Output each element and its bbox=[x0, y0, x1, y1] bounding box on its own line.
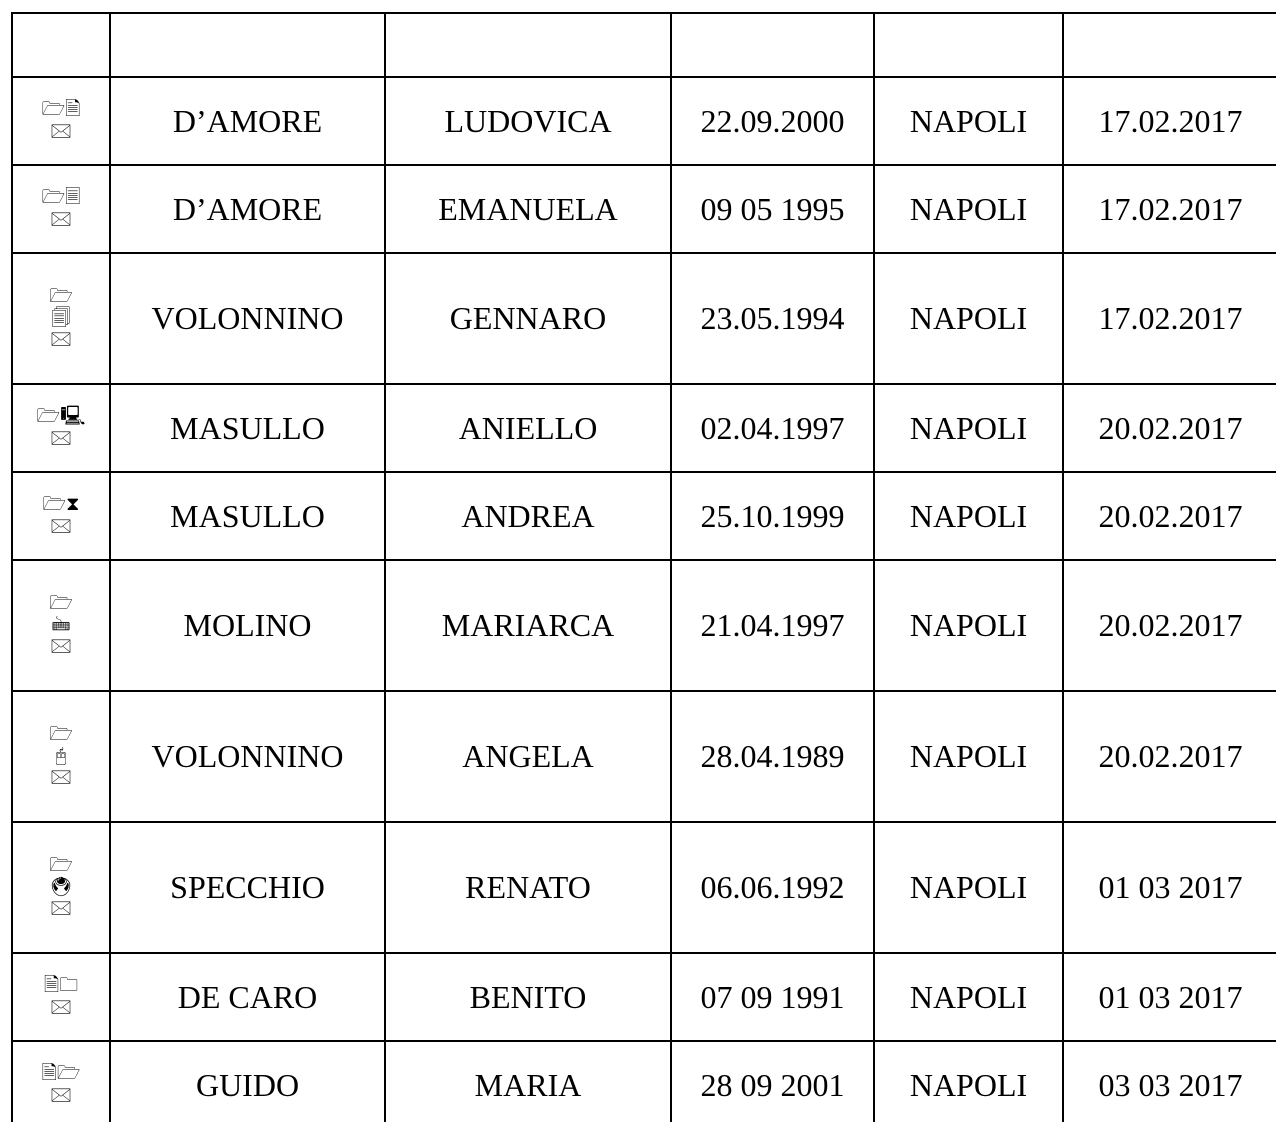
icon-line bbox=[13, 516, 109, 538]
mouse-icon: 🖰 bbox=[55, 744, 67, 767]
date-cell: 20.02.2017 bbox=[1063, 560, 1276, 691]
surname-cell: SPECCHIO bbox=[110, 822, 385, 953]
icon-line bbox=[13, 428, 109, 450]
surname-cell: MASULLO bbox=[110, 384, 385, 472]
mailbox-icon: 🖂 bbox=[49, 208, 73, 230]
open-folder-icon: 🗁 bbox=[49, 853, 73, 876]
icons-cell bbox=[12, 77, 110, 165]
name-cell: ANIELLO bbox=[385, 384, 671, 472]
icon-line bbox=[13, 1063, 109, 1085]
mailbox-icon: 🖂 bbox=[49, 515, 73, 537]
name-cell: GENNARO bbox=[385, 253, 671, 384]
icon-line bbox=[13, 209, 109, 231]
open-folder-icon: 🗁 bbox=[56, 1062, 81, 1085]
table-row bbox=[12, 822, 1276, 953]
mailbox-icon: 🖂 bbox=[49, 996, 73, 1018]
surname-cell: MASULLO bbox=[110, 472, 385, 560]
icons-cell bbox=[12, 560, 110, 691]
surname-cell: VOLONNINO bbox=[110, 253, 385, 384]
table-row bbox=[12, 953, 1276, 1041]
table-row bbox=[12, 384, 1276, 472]
registry-table bbox=[11, 12, 1276, 1122]
surname-cell: GUIDO bbox=[110, 1041, 385, 1122]
surname-cell: VOLONNINO bbox=[110, 691, 385, 822]
icon-line bbox=[13, 746, 109, 768]
city-cell: NAPOLI bbox=[874, 253, 1063, 384]
tower-computer-icon: 🖳 bbox=[60, 405, 86, 428]
icon-line bbox=[13, 494, 109, 516]
header-cell bbox=[110, 13, 385, 77]
document-icon: 🗎 bbox=[65, 98, 81, 121]
mailbox-icon: 🖂 bbox=[49, 897, 73, 920]
date-cell: 03 03 2017 bbox=[1063, 1041, 1276, 1122]
table-row bbox=[12, 472, 1276, 560]
date-cell: 20.02.2017 bbox=[1063, 691, 1276, 822]
icon-line bbox=[13, 898, 109, 920]
surname-cell: D’AMORE bbox=[110, 165, 385, 253]
table-row bbox=[12, 165, 1276, 253]
name-cell: EMANUELA bbox=[385, 165, 671, 253]
city-cell: NAPOLI bbox=[874, 691, 1063, 822]
icon-line bbox=[13, 767, 109, 789]
mailbox-icon: 🖂 bbox=[49, 635, 73, 658]
name-cell: MARIARCA bbox=[385, 560, 671, 691]
date-cell: 01 03 2017 bbox=[1063, 953, 1276, 1041]
city-cell: NAPOLI bbox=[874, 472, 1063, 560]
name-cell: ANDREA bbox=[385, 472, 671, 560]
icon-line bbox=[13, 406, 109, 428]
icons-cell bbox=[12, 822, 110, 953]
open-folder-icon: 🗁 bbox=[36, 405, 61, 428]
icon-line bbox=[13, 877, 109, 899]
icons-cell bbox=[12, 953, 110, 1041]
hourglass-icon: ⧗ bbox=[66, 493, 80, 516]
birth-date-cell: 21.04.1997 bbox=[671, 560, 874, 691]
icon-line bbox=[13, 99, 109, 121]
birth-date-cell: 09 05 1995 bbox=[671, 165, 874, 253]
birth-date-cell: 22.09.2000 bbox=[671, 77, 874, 165]
icons-cell bbox=[12, 384, 110, 472]
city-cell: NAPOLI bbox=[874, 953, 1063, 1041]
name-cell: LUDOVICA bbox=[385, 77, 671, 165]
open-folder-icon: 🗁 bbox=[49, 722, 73, 745]
name-cell: BENITO bbox=[385, 953, 671, 1041]
icon-line bbox=[13, 855, 109, 877]
surname-cell: MOLINO bbox=[110, 560, 385, 691]
icon-line bbox=[13, 724, 109, 746]
table-row bbox=[12, 691, 1276, 822]
birth-date-cell: 02.04.1997 bbox=[671, 384, 874, 472]
name-cell: ANGELA bbox=[385, 691, 671, 822]
text-document-icon: 🗏 bbox=[65, 186, 81, 209]
birth-date-cell: 28 09 2001 bbox=[671, 1041, 874, 1122]
city-cell: NAPOLI bbox=[874, 384, 1063, 472]
documents-icon: 🗐 bbox=[51, 306, 71, 329]
city-cell: NAPOLI bbox=[874, 1041, 1063, 1122]
header-cell bbox=[12, 13, 110, 77]
icon-line bbox=[13, 615, 109, 637]
icon-line bbox=[13, 121, 109, 143]
mailbox-icon: 🖂 bbox=[49, 328, 73, 351]
icon-line bbox=[13, 636, 109, 658]
header-row bbox=[12, 13, 1276, 77]
birth-date-cell: 07 09 1991 bbox=[671, 953, 874, 1041]
date-cell: 01 03 2017 bbox=[1063, 822, 1276, 953]
date-cell: 17.02.2017 bbox=[1063, 165, 1276, 253]
open-folder-icon: 🗁 bbox=[42, 493, 67, 516]
icon-line bbox=[13, 308, 109, 330]
keyboard-icon: 🖮 bbox=[51, 613, 71, 636]
city-cell: NAPOLI bbox=[874, 822, 1063, 953]
birth-date-cell: 28.04.1989 bbox=[671, 691, 874, 822]
icon-line bbox=[13, 593, 109, 615]
city-cell: NAPOLI bbox=[874, 560, 1063, 691]
icons-cell bbox=[12, 1041, 110, 1122]
document-icon: 🗎 bbox=[43, 974, 60, 997]
folder-icon: 🗀 bbox=[59, 974, 79, 997]
surname-cell: D’AMORE bbox=[110, 77, 385, 165]
trackball-icon: 🖲 bbox=[48, 875, 74, 898]
surname-cell: DE CARO bbox=[110, 953, 385, 1041]
icon-line bbox=[13, 286, 109, 308]
icon-line bbox=[13, 329, 109, 351]
city-cell: NAPOLI bbox=[874, 165, 1063, 253]
city-cell: NAPOLI bbox=[874, 77, 1063, 165]
header-cell bbox=[385, 13, 671, 77]
table-row bbox=[12, 560, 1276, 691]
open-folder-icon: 🗁 bbox=[49, 284, 73, 307]
date-cell: 20.02.2017 bbox=[1063, 384, 1276, 472]
mailbox-icon: 🖂 bbox=[49, 766, 73, 789]
date-cell: 17.02.2017 bbox=[1063, 253, 1276, 384]
icon-line bbox=[13, 975, 109, 997]
birth-date-cell: 25.10.1999 bbox=[671, 472, 874, 560]
icons-cell bbox=[12, 165, 110, 253]
birth-date-cell: 06.06.1992 bbox=[671, 822, 874, 953]
table-row bbox=[12, 77, 1276, 165]
header-cell bbox=[671, 13, 874, 77]
mailbox-icon: 🖂 bbox=[49, 1084, 73, 1106]
icons-cell bbox=[12, 691, 110, 822]
name-cell: RENATO bbox=[385, 822, 671, 953]
icon-line bbox=[13, 187, 109, 209]
document-icon: 🗎 bbox=[41, 1062, 57, 1085]
birth-date-cell: 23.05.1994 bbox=[671, 253, 874, 384]
icons-cell bbox=[12, 472, 110, 560]
open-folder-icon: 🗁 bbox=[49, 591, 73, 614]
icons-cell bbox=[12, 253, 110, 384]
header-cell bbox=[1063, 13, 1276, 77]
table-row bbox=[12, 1041, 1276, 1122]
name-cell: MARIA bbox=[385, 1041, 671, 1122]
icon-line bbox=[13, 997, 109, 1019]
header-cell bbox=[874, 13, 1063, 77]
mailbox-icon: 🖂 bbox=[49, 427, 73, 449]
date-cell: 17.02.2017 bbox=[1063, 77, 1276, 165]
date-cell: 20.02.2017 bbox=[1063, 472, 1276, 560]
open-folder-icon: 🗁 bbox=[41, 186, 66, 209]
open-folder-icon: 🗁 bbox=[41, 98, 66, 121]
icon-line bbox=[13, 1085, 109, 1107]
table-row bbox=[12, 253, 1276, 384]
mailbox-icon: 🖂 bbox=[49, 120, 73, 142]
